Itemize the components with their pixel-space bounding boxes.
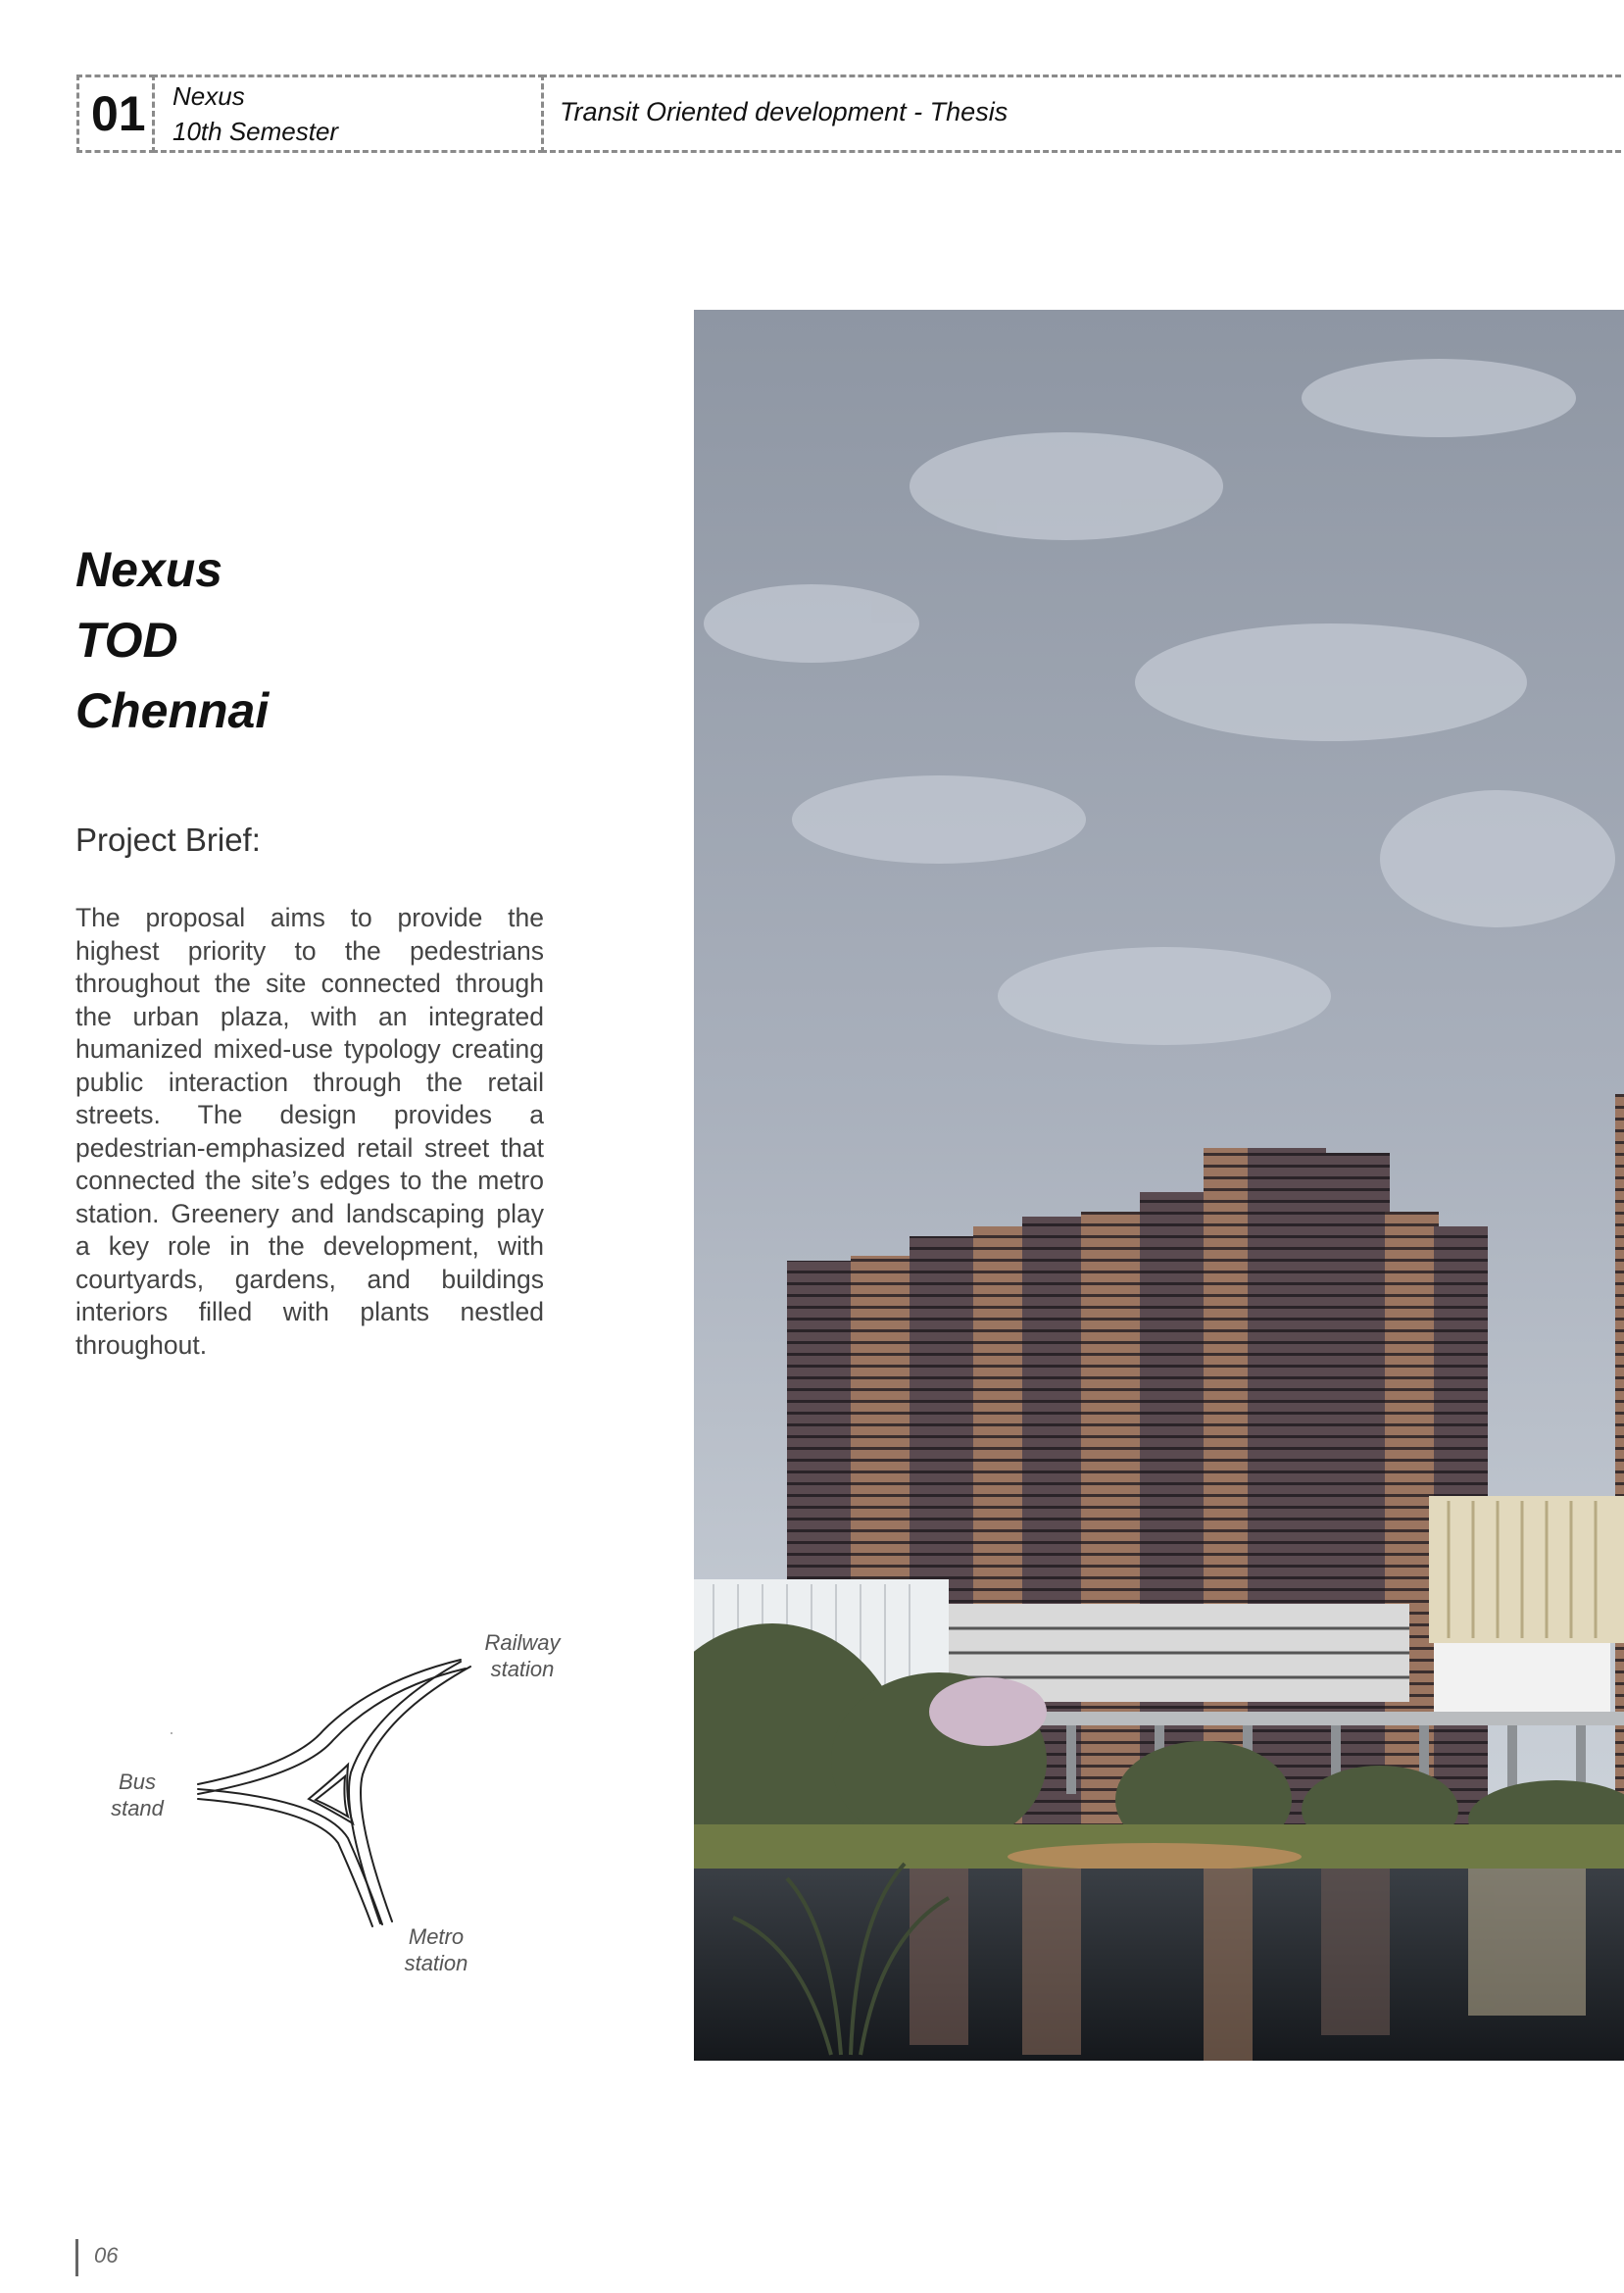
brief-body: The proposal aims to provide the highest priority to the pedestrians throughout the site connected through the urban plaza, with an integrated humanized mixed-use typology creating public interaction through the retail streets. The design provides a pedestrian-emphasized retail street that connected the site’s edges to the metro station. Greenery and landscaping play a key role in the development, with courtyards, gardens, and buildings interiors filled with plants nestled throughout. — [75, 903, 544, 1360]
header-number-box — [76, 75, 155, 153]
metro-station-label: Metro station — [404, 1924, 468, 1975]
header-subtitle-box — [541, 75, 1624, 153]
thesis-subtitle: Transit Oriented development - Thesis — [560, 97, 1009, 126]
page-number-bar — [75, 2239, 78, 2276]
title-line-1: Nexus — [75, 542, 223, 597]
chapter-number: 01 — [91, 86, 146, 141]
bus-stand-label: Bus stand — [111, 1770, 164, 1820]
page-number: 06 — [94, 2243, 119, 2268]
brief-heading: Project Brief: — [75, 822, 261, 858]
project-name: Nexus — [172, 81, 245, 111]
render-illustration — [694, 310, 1624, 2061]
site-connection-diagram — [88, 1618, 578, 1990]
title-line-2: TOD — [75, 613, 178, 668]
header-project-box — [152, 75, 544, 153]
title-line-3: Chennai — [75, 683, 270, 738]
tod-render-image — [694, 310, 1624, 2061]
railway-station-label: Railway station — [484, 1630, 561, 1681]
semester-label: 10th Semester — [172, 117, 339, 146]
